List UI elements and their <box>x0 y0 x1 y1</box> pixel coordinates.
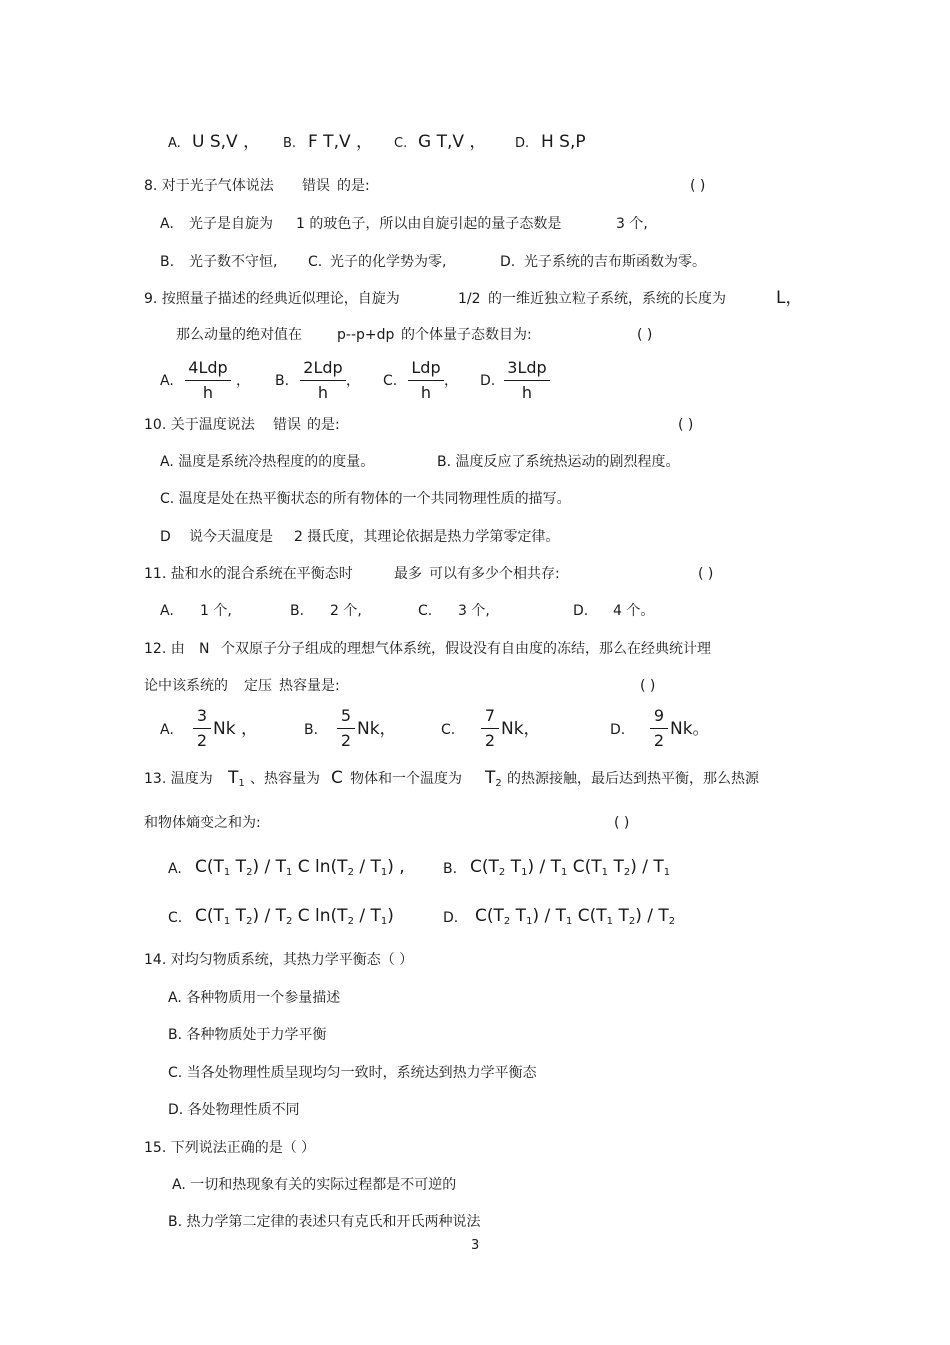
q11-d-value: 4 个。 <box>613 603 655 619</box>
q11-a-value: 1 个, <box>200 603 232 619</box>
q8-a-end: 3 个, <box>616 216 648 232</box>
q10-stem-a: 10. 关于温度说法 <box>144 417 255 433</box>
q12-line2-a: 论中该系统的 <box>144 678 228 694</box>
q11-a-label: A. <box>160 603 174 619</box>
fraction-bar <box>408 380 444 381</box>
q9-stem-c: 的一维近独立粒子系统，系统的长度为 <box>488 291 726 307</box>
q9-b-fraction <box>300 359 346 402</box>
q12-b-fraction <box>337 707 355 750</box>
q11-c-value: 3 个, <box>458 603 490 619</box>
q7-option-c-label: C. <box>394 136 408 151</box>
q9-d-denominator: h <box>521 383 533 402</box>
q13-line2: 和物体熵变之和为: <box>144 815 261 831</box>
q9-d-label: D. <box>480 373 496 389</box>
q11-c-label: C. <box>418 603 433 619</box>
q12-line1-c: 个双原子分子组成的理想气体系统，假设没有自由度的冻结，那么在经典统计理 <box>221 641 711 657</box>
q12-c-tail: Nk， <box>501 719 541 739</box>
fraction-bar <box>337 728 355 729</box>
q8-d-text: 光子系统的吉布斯函数为零。 <box>524 254 706 270</box>
q12-a-label: A. <box>160 722 174 738</box>
q9-stem-b: 1/2 <box>458 291 481 307</box>
q9-c-sep: ， <box>444 373 458 389</box>
q10-stem-c: 的是: <box>307 417 340 433</box>
q11-d-label: D. <box>573 603 589 619</box>
q8-c-label: C. <box>308 254 323 270</box>
q12-a-tail: Nk ， <box>213 719 258 739</box>
q12-a-numerator: 3 <box>196 706 208 725</box>
q12-d-label: D. <box>610 722 626 738</box>
q9-c-denominator: h <box>420 383 432 402</box>
q8-d-label: D. <box>500 254 516 270</box>
q7-option-b-label: B. <box>283 136 297 151</box>
q12-answer-paren: ( ) <box>640 678 656 694</box>
q13-line1-d: 的热源接触，最后达到热平衡，那么热源 <box>507 771 759 787</box>
q9-a-fraction <box>185 359 231 402</box>
q7-option-b: F T,V ， <box>308 132 374 152</box>
q8-a-label: A. <box>160 216 174 232</box>
q9-b-sep: ， <box>346 373 360 389</box>
q9-a-denominator: h <box>202 383 214 402</box>
q13-a-label: A. <box>168 861 182 877</box>
q10-option-d-text: 说今天温度是 <box>189 529 273 545</box>
q12-line2-c: 热容量是: <box>279 678 340 694</box>
q13-d-label: D. <box>443 910 459 926</box>
q9-stem-L: L， <box>776 288 803 308</box>
q9-d-fraction <box>504 359 550 402</box>
q14-option-d: D. 各处物理性质不同 <box>168 1102 300 1118</box>
q8-stem-c: 的是: <box>337 178 370 194</box>
q10-option-d-label: D <box>160 529 171 545</box>
q7-option-c: G T,V ， <box>418 132 487 152</box>
q13-option-d: $C(T_2$ $T_1) / T_1$ $C(T_1$ $T_2) / T_2$ <box>475 906 676 927</box>
q7-option-a-label: A. <box>168 136 181 151</box>
fraction-bar <box>185 380 231 381</box>
q13-option-b: $C(T_2$ $T_1) / T_1$ $C(T_1$ $T_2) / T_1$ <box>470 857 671 878</box>
q9-b-numerator: 2Ldp <box>303 358 343 377</box>
q8-c-text: 光子的化学势为零, <box>330 254 447 270</box>
q12-d-tail: Nk。 <box>670 719 710 739</box>
q9-c-fraction <box>408 359 444 402</box>
q8-b-text: 光子数不守恒, <box>189 254 278 270</box>
q9-d-numerator: 3Ldp <box>507 358 547 377</box>
q14-stem: 14. 对均匀物质系统，其热力学平衡态（ ） <box>144 952 414 968</box>
q12-b-denominator: 2 <box>340 731 352 750</box>
q10-answer-paren: ( ) <box>678 417 694 433</box>
q12-b-label: B. <box>304 722 319 738</box>
q13-C: C <box>331 768 343 788</box>
q9-stem-a: 9. 按照量子描述的经典近似理论，自旋为 <box>144 291 400 307</box>
q13-b-label: B. <box>443 861 458 877</box>
q11-stem-c: 可以有多少个相共存: <box>429 566 560 582</box>
q7-option-a: U S,V ， <box>192 132 261 152</box>
fraction-bar <box>300 380 346 381</box>
q10-option-c: C. 温度是处在热平衡状态的所有物体的一个共同物理性质的描写。 <box>160 491 571 507</box>
q13-answer-paren: ( ) <box>614 815 630 831</box>
q8-stem-a: 8. 对于光子气体说法 <box>144 178 274 194</box>
q12-c-numerator: 7 <box>484 706 496 725</box>
q13-T1: $T_1$ <box>228 768 245 789</box>
q14-option-b: B. 各种物质处于力学平衡 <box>168 1027 327 1043</box>
q8-stem-b: 错误 <box>302 178 330 194</box>
q12-c-label: C. <box>441 722 456 738</box>
q15-stem: 15. 下列说法正确的是（ ） <box>144 1140 316 1156</box>
q8-a-text: 光子是自旋为 <box>189 216 273 232</box>
q15-option-b: B. 热力学第二定律的表述只有克氏和开氏两种说法 <box>168 1214 481 1230</box>
q8-b-label: B. <box>160 254 175 270</box>
q9-c-numerator: Ldp <box>411 358 441 377</box>
q10-option-b: B. 温度反应了系统热运动的剧烈程度。 <box>437 454 680 470</box>
q11-stem-a: 11. 盐和水的混合系统在平衡态时 <box>144 566 353 582</box>
q9-a-label: A. <box>160 373 174 389</box>
q11-answer-paren: ( ) <box>698 566 714 582</box>
q14-option-a: A. 各种物质用一个参量描述 <box>168 990 341 1006</box>
q12-c-fraction <box>481 707 499 750</box>
q13-line1-c: 物体和一个温度为 <box>350 771 462 787</box>
q12-c-denominator: 2 <box>484 731 496 750</box>
fraction-bar <box>193 728 211 729</box>
fraction-bar <box>650 728 668 729</box>
q13-option-a: $C(T_1$ $T_2) / T_1$ C $\ln(T_2 / T_1)$ , <box>195 857 405 878</box>
q10-option-a: A. 温度是系统冷热程度的的度量。 <box>160 454 375 470</box>
q9-line2-a: 那么动量的绝对值在 <box>176 327 302 343</box>
q9-a-numerator: 4Ldp <box>188 358 228 377</box>
q7-option-d: H S,P <box>541 132 586 152</box>
q8-answer-paren: ( ) <box>690 178 706 194</box>
q12-d-numerator: 9 <box>653 706 665 725</box>
q9-b-label: B. <box>275 373 290 389</box>
q12-d-denominator: 2 <box>653 731 665 750</box>
q9-line2-c: 的个体量子态数目为: <box>401 327 532 343</box>
q9-b-denominator: h <box>317 383 329 402</box>
q13-c-label: C. <box>168 910 183 926</box>
q10-option-d-tail: 2 摄氏度，其理论依据是热力学第零定律。 <box>294 529 560 545</box>
q12-line1-b: N <box>199 641 210 657</box>
q13-T2: $T_2$ <box>485 768 502 789</box>
q9-c-label: C. <box>383 373 398 389</box>
q12-line2-b: 定压 <box>244 678 272 694</box>
q12-b-tail: Nk， <box>357 719 397 739</box>
q11-b-value: 2 个, <box>330 603 362 619</box>
fraction-bar <box>504 380 550 381</box>
q9-a-sep: ， <box>236 373 250 389</box>
q7-option-d-label: D. <box>515 136 530 151</box>
q14-option-c: C. 当各处物理性质呈现均匀一致时，系统达到热力学平衡态 <box>168 1065 537 1081</box>
q12-b-numerator: 5 <box>340 706 352 725</box>
q10-stem-b: 错误 <box>273 417 301 433</box>
q9-line2-b: p--p+dp <box>337 327 395 343</box>
q13-line1-b: 、热容量为 <box>250 771 320 787</box>
q12-d-fraction <box>650 707 668 750</box>
q11-stem-b: 最多 <box>394 566 422 582</box>
q9-answer-paren: ( ) <box>637 327 653 343</box>
q11-b-label: B. <box>290 603 305 619</box>
q12-a-fraction <box>193 707 211 750</box>
q12-line1-a: 12. 由 <box>144 641 185 657</box>
q12-a-denominator: 2 <box>196 731 208 750</box>
page-number: 3 <box>471 1238 480 1253</box>
q15-option-a: A. 一切和热现象有关的实际过程都是不可逆的 <box>172 1177 457 1193</box>
q8-a-num: 1 的玻色子，所以由自旋引起的量子态数是 <box>296 216 562 232</box>
q13-line1-a: 13. 温度为 <box>144 771 213 787</box>
fraction-bar <box>481 728 499 729</box>
q13-option-c: $C(T_1$ $T_2) / T_2$ C $\ln(T_2 / T_1)$ <box>195 906 394 927</box>
